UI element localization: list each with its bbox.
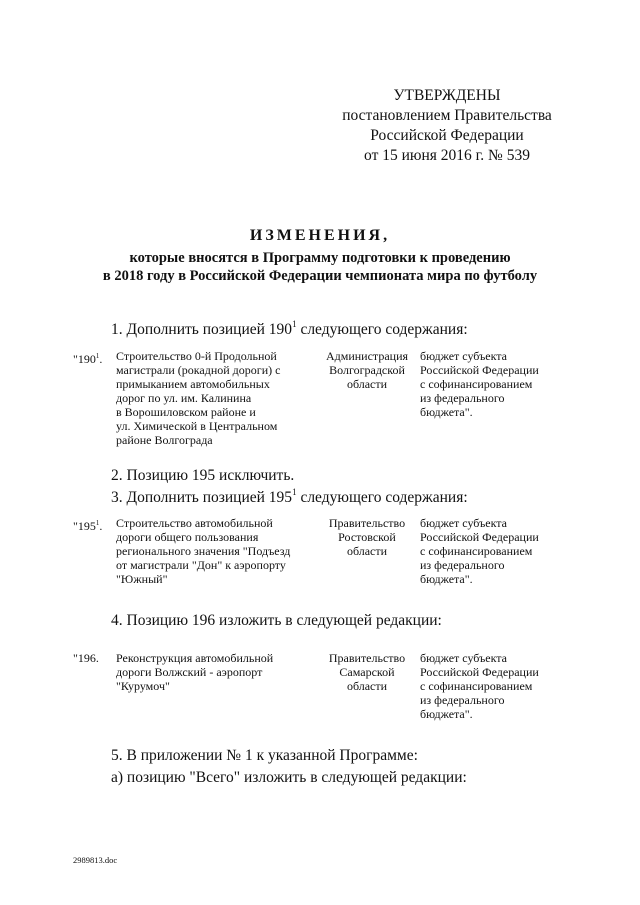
subtitle-line-1: которые вносятся в Программу подготовки к проведению <box>129 250 511 266</box>
position-description: Реконструкция автомобильной дороги Волжский - аэропорт "Курумоч" <box>116 651 274 693</box>
paragraph-2: 2. Позицию 195 исключить. <box>111 467 295 484</box>
document-title: ИЗМЕНЕНИЯ, <box>249 227 391 244</box>
approval-line-2: Российской Федерации <box>370 127 524 144</box>
approval-heading: УТВЕРЖДЕНЫ <box>393 87 501 104</box>
paragraph-4: 4. Позицию 196 изложить в следующей редакции: <box>111 612 442 629</box>
approval-line-1: постановлением Правительства <box>342 107 552 124</box>
position-description: Строительство 0-й Продольной магистрали (рокадной дороги) с примыканием автомобильных дорог по ул. им. Калинина в Ворошиловском районе и ул. Химической в Центральном районе Волгограда <box>116 349 281 447</box>
file-name-footer: 2989813.doc <box>73 855 118 865</box>
approval-line-3: от 15 июня 2016 г. № 539 <box>364 147 530 164</box>
position-responsible: Правительство Самарской области <box>328 651 406 693</box>
paragraph-1: 1. Дополнить позицией $190^1$ следующего содержания: <box>111 319 468 338</box>
approval-block <box>332 86 562 166</box>
position-financing: бюджет субъекта Российской Федерации с софинансированием из федерального бюджета". <box>420 516 539 586</box>
position-number: "196. <box>73 651 99 665</box>
position-responsible: Администрация Волгоградской области <box>325 349 409 391</box>
position-financing: бюджет субъекта Российской Федерации с софинансированием из федерального бюджета". <box>420 651 539 721</box>
paragraph-5: 5. В приложении № 1 к указанной Программе: <box>111 747 418 764</box>
paragraph-5a: а) позицию "Всего" изложить в следующей редакции: <box>111 769 467 786</box>
subtitle-line-2: в 2018 году в Российской Федерации чемпионата мира по футболу <box>102 268 538 284</box>
position-financing: бюджет субъекта Российской Федерации с софинансированием из федерального бюджета". <box>420 349 539 419</box>
document-subtitle <box>0 249 640 285</box>
position-description: Строительство автомобильной дороги общего пользования регионального значения "Подъезд от магистрали "Дон" к аэропорту "Южный" <box>116 516 291 586</box>
position-number: "$195^1$. <box>73 519 103 533</box>
paragraph-3: 3. Дополнить позицией $195^1$ следующего содержания: <box>111 487 468 506</box>
position-responsible: Правительство Ростовской области <box>328 516 406 558</box>
position-number: "$190^1$. <box>73 352 103 366</box>
